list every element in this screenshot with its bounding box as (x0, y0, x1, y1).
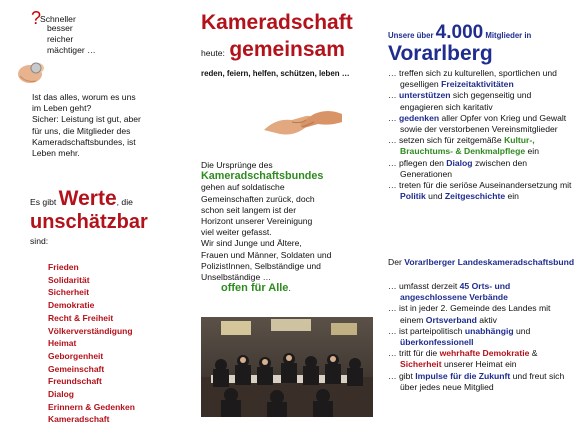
page-title: Kameradschaft (201, 11, 353, 34)
intro-paragraph: Ist das alles, worum es uns im Leben geht? Sicher: Leistung ist gut, aber für uns, die Mitglieder des Kameradschaftsbundes, ist Leben mehr. (32, 92, 141, 159)
list-item: … tritt für die wehrhafte Demokratie & Sicherheit unserer Heimat ein (388, 348, 538, 370)
list-item: Recht & Freiheit (48, 312, 114, 323)
list-item: … pflegen den Dialog zwischen den Generationen (388, 157, 528, 179)
list-item: … gibt Impulse für die Zukunft und freut sich über jedes neue Mitglied (388, 370, 565, 392)
handshake-icon (262, 100, 344, 144)
column-community (192, 0, 384, 432)
list-item: … treffen sich zu kulturellen, sportlichen und geselligen Freizeitaktivitäten (388, 68, 557, 90)
heute-heading: heute: gemeinsam (201, 38, 345, 61)
question-first-line: Schneller (40, 14, 76, 24)
list-item: Demokratie (48, 300, 95, 311)
federation-facts-list (388, 281, 576, 393)
members-heading: Unsere über 4.000 Mitglieder in (388, 22, 532, 43)
kameradschaftsbund-highlight: Kameradschaftsbundes (201, 170, 324, 183)
list-item: Kameradschaft (48, 414, 110, 425)
werte-heading: Es gibt Werte, die (30, 187, 133, 210)
list-item: … unterstützen sich gegenseitig und engagieren sich karitativ (388, 90, 532, 112)
column-values (0, 0, 192, 432)
list-item: … umfasst derzeit 45 Orts- und angeschlossene Verbände (388, 281, 511, 303)
column-members (384, 0, 576, 432)
list-item: Gemeinschaft (48, 363, 105, 374)
list-item: … ist in jeder 2. Gemeinde des Landes mit einem Ortsverband aktiv (388, 303, 551, 325)
list-item: … ist parteipolitisch unabhängig und überkonfessionell (388, 325, 531, 348)
list-item: Frieden (48, 262, 79, 272)
list-item: Freundschaft (48, 376, 102, 387)
question-line: besser (47, 23, 73, 33)
list-item: Völkerverständigung (48, 325, 133, 336)
question-line: mächtiger … (47, 45, 96, 55)
member-count: 4.000 (435, 22, 484, 43)
list-item: Geborgenheit (48, 350, 104, 361)
list-item: Solidarität (48, 274, 90, 285)
question-mark-icon: ? (31, 8, 42, 28)
list-item: Heimat (48, 338, 77, 349)
unschaetzbar-heading: unschätzbar (30, 211, 148, 233)
question-list (47, 23, 96, 56)
list-item: … treten für die seriöse Auseinandersetzung mit Politik und Zeitgeschichte ein (388, 180, 572, 202)
member-activities-list (388, 68, 576, 202)
question-line: reicher (47, 34, 74, 44)
list-item: Erinnern & Gedenken (48, 401, 135, 412)
values-list (48, 261, 135, 426)
offen-fuer-alle-highlight: offen für Alle (221, 282, 289, 295)
origins-paragraph: Die Ursprünge des Kameradschaftsbundes gehen auf soldatische Gemeinschaften zurück, doch schon seit langem ist der Horizont unserer Vereinigung viel weiter gefasst. Wir sind Junge und Ältere, Frauen und Männer, Soldaten und PolizistInnen, Selbständige und Unselbständige … offen für Alle. (201, 160, 381, 294)
hand-with-coin-icon (16, 56, 50, 86)
list-item: … setzen sich für zeitgemäße Kultur-, Brauchtums- & Denkmalpflege ein (388, 135, 539, 157)
region-title: Vorarlberg (388, 42, 493, 65)
list-item: Sicherheit (48, 287, 90, 298)
group-photo (201, 317, 373, 417)
landeskameradschaftsbund-heading: Der Vorarlberger Landeskameradschaftsbund (388, 257, 575, 267)
list-item: Dialog (48, 389, 74, 400)
sind-label: sind: (30, 236, 49, 246)
list-item: … gedenken aller Opfer von Krieg und Gewalt sowie der verstorbenen Vereinsmitglieder (388, 112, 567, 135)
activities-tagline: reden, feiern, helfen, schützen, leben … (201, 69, 350, 78)
